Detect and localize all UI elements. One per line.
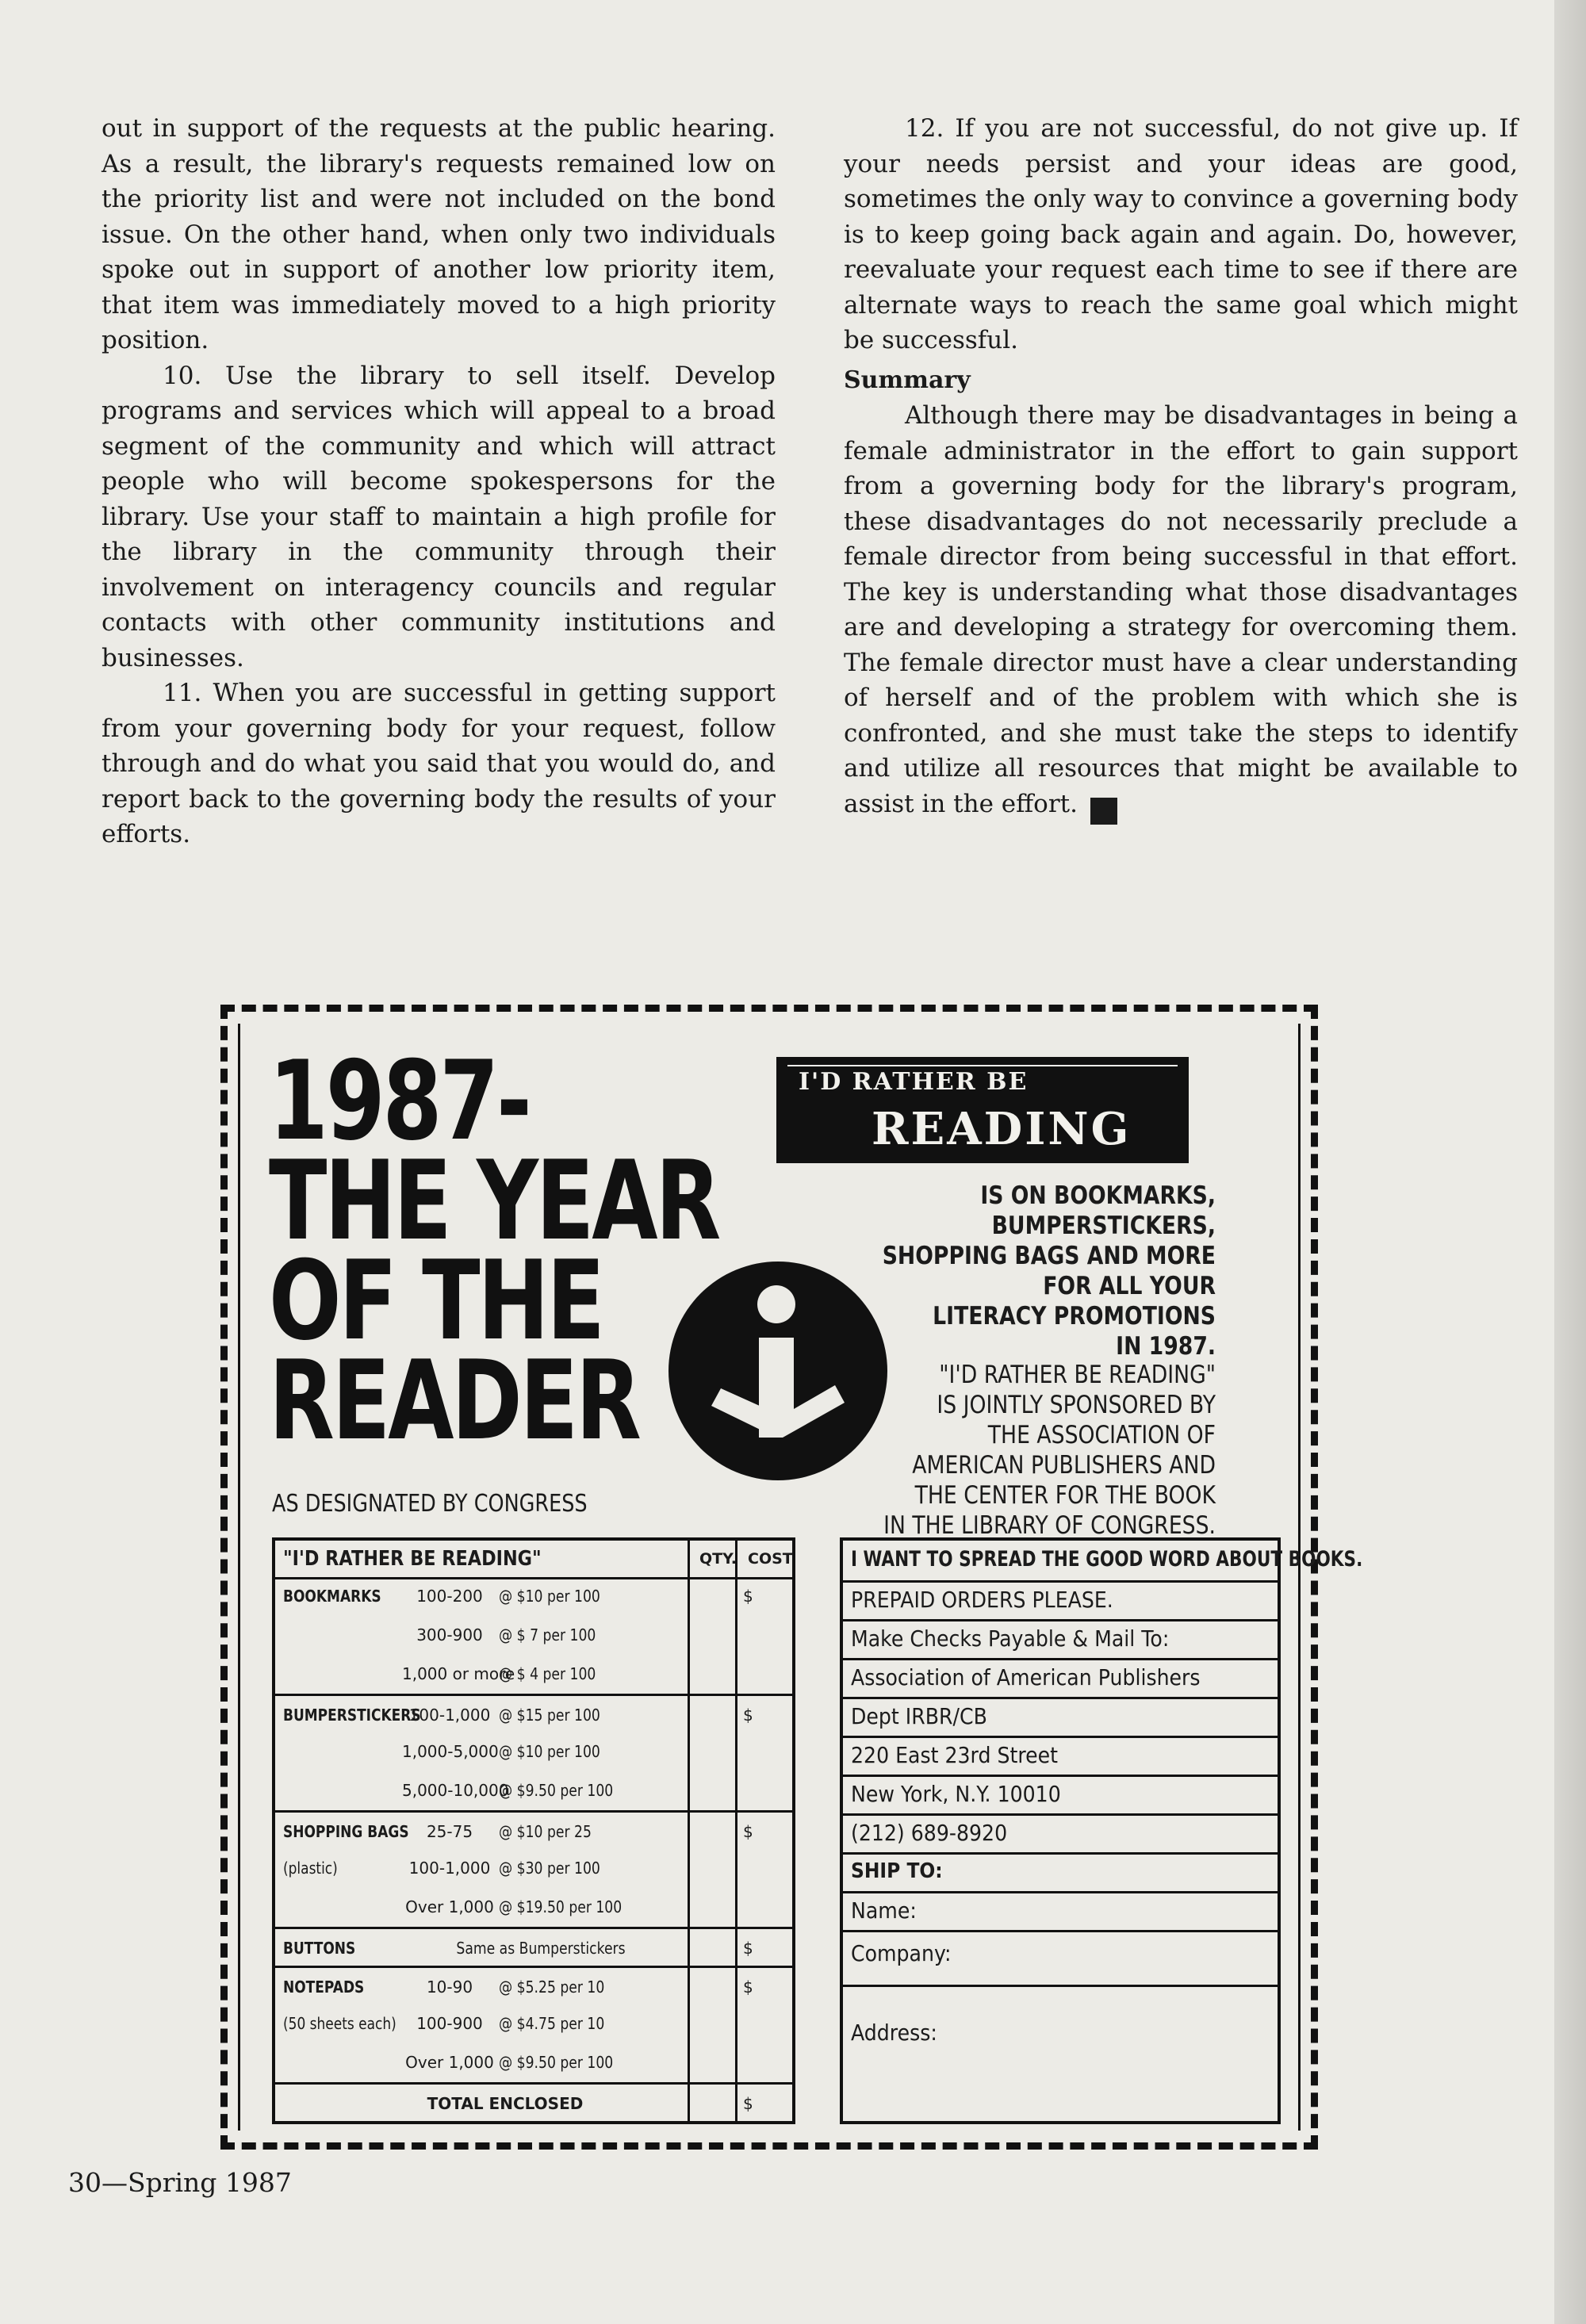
company-field-label[interactable]: Company: <box>851 1940 952 1966</box>
order-form-heading: I WANT TO SPREAD THE GOOD WORD ABOUT BOOKS. <box>851 1547 1363 1572</box>
cost-cell[interactable]: $ <box>743 1939 753 1958</box>
ad-headline <box>269 1037 719 1464</box>
table-row <box>275 1694 792 1732</box>
make-checks-text: Make Checks Payable & Mail To: <box>851 1625 1170 1652</box>
sponsor-line: THE ASSOCIATION OF <box>987 1421 1216 1449</box>
order-table <box>272 1537 795 2124</box>
promo-line: BUMPERSTICKERS, <box>991 1212 1216 1240</box>
product-name: SHOPPING BAGS <box>283 1822 409 1841</box>
unit-price: @ $10 per 25 <box>499 1822 592 1841</box>
headline-line: OF THE <box>269 1237 603 1365</box>
paragraph: out in support of the requests at the public hearing. As a result, the library's requests remained low on the priority list and were not included on the bond issue. On the other hand, when only two individuals spoke out in support of another low priority item, that item was immediately moved to a high priority position. <box>102 114 776 354</box>
quantity-range: 100-1,000 <box>408 1706 491 1725</box>
prepaid-text: PREPAID ORDERS PLEASE. <box>851 1587 1113 1613</box>
dept-text: Dept IRBR/CB <box>851 1703 987 1729</box>
cost-cell[interactable]: $ <box>743 1978 753 1997</box>
table-row <box>275 2004 792 2043</box>
product-note: Same as Bumperstickers <box>456 1939 626 1958</box>
table-row <box>275 1927 792 1966</box>
product-name: NOTEPADS <box>283 1978 365 1997</box>
unit-price: @ $10 per 100 <box>499 1742 600 1761</box>
headline-line: THE YEAR <box>269 1137 719 1265</box>
product-name: BUMPERSTICKERS <box>283 1706 421 1725</box>
quantity-range: 25-75 <box>426 1822 473 1841</box>
quantity-range: 100-1,000 <box>408 1859 491 1878</box>
product-name: (plastic) <box>283 1859 338 1878</box>
cost-cell[interactable]: $ <box>743 1706 753 1725</box>
table-row <box>275 1655 792 1694</box>
ird-reading-logo <box>776 1057 1189 1163</box>
designated-by-congress: AS DESIGNATED BY CONGRESS <box>272 1490 588 1518</box>
street-address: 220 East 23rd Street <box>851 1742 1059 1768</box>
unit-price: @ $10 per 100 <box>499 1587 600 1606</box>
paragraph: 12. If you are not successful, do not give up. If your needs persist and your ideas are good, sometimes the only way to convince a governing body is to keep going back again and again. Do, however, reevaluate your request each time to see if there are alternate ways to reach the same goal which might be successful. <box>844 114 1518 354</box>
advertisement <box>220 1005 1363 2150</box>
page-edge <box>1554 0 1586 2324</box>
headline-line: READER <box>269 1337 639 1464</box>
sponsor-line: IS JOINTLY SPONSORED BY <box>937 1391 1216 1419</box>
city-text: New York, N.Y. 10010 <box>851 1781 1061 1807</box>
order-form <box>840 1537 1363 2124</box>
sponsor-line: THE CENTER FOR THE BOOK <box>914 1481 1216 1510</box>
product-name: BOOKMARKS <box>283 1587 381 1606</box>
summary-paragraph <box>844 398 1518 825</box>
ad-inner-frame <box>238 1024 1363 2131</box>
total-row <box>275 2082 792 2121</box>
publisher-name: Association of American Publishers <box>851 1664 1201 1690</box>
sponsor-line: AMERICAN PUBLISHERS AND <box>912 1451 1216 1480</box>
unit-price: @ $19.50 per 100 <box>499 1897 623 1916</box>
address-field-label[interactable]: Address: <box>851 2020 937 2046</box>
product-name: (50 sheets each) <box>283 2014 396 2033</box>
order-table-title: "I'D RATHER BE READING" <box>283 1547 542 1571</box>
promo-line: IS ON BOOKMARKS, <box>980 1181 1216 1210</box>
quantity-range: 1,000-5,000 <box>402 1742 499 1761</box>
quantity-range: 100-900 <box>416 2014 483 2033</box>
total-cost-cell[interactable]: $ <box>743 2094 753 2113</box>
table-row <box>275 1577 792 1616</box>
paragraph: 11. When you are successful in getting support from your governing body for your request, follow through and do what you said that you would do, and report back to the governing body the results of your efforts. <box>102 679 776 848</box>
table-row <box>275 2043 792 2082</box>
quantity-range: 1,000 or more <box>402 1664 515 1683</box>
qty-header: QTY. <box>699 1550 737 1568</box>
sponsor-line: "I'D RATHER BE READING" <box>939 1361 1216 1389</box>
table-row <box>275 1849 792 1888</box>
promo-line: SHOPPING BAGS AND MORE <box>882 1242 1216 1270</box>
article-left-column <box>102 111 776 852</box>
article-right-column <box>844 111 1518 825</box>
sponsor-line: IN THE LIBRARY OF CONGRESS. <box>883 1511 1216 1540</box>
quantity-range: Over 1,000 <box>405 1897 494 1916</box>
sponsor-text <box>827 1360 1216 1541</box>
table-row <box>275 1616 792 1655</box>
logo-bottom-text: READING <box>872 1103 1132 1155</box>
summary-text: Although there may be disadvantages in being a female administrator in the effort to gain support from a governing body for the library's program, these disadvantages do not necessarily preclude a female director from being successful in that effort. The key is understanding what those disadvantages are and developing a strategy for overcoming them. The female director must have a clear understanding of herself and of the problem with which she is confronted, and she must take the steps to identify and utilize all resources that might be available to assist in the effort. <box>844 401 1518 818</box>
total-enclosed-label: TOTAL ENCLOSED <box>427 2094 584 2113</box>
table-row <box>275 1888 792 1927</box>
product-name: BUTTONS <box>283 1939 356 1958</box>
page-footer: 30—Spring 1987 <box>68 2167 292 2198</box>
ship-to-label: SHIP TO: <box>851 1859 943 1883</box>
logo-top-text: I'D RATHER BE <box>799 1068 1029 1096</box>
unit-price: @ $ 7 per 100 <box>499 1625 596 1644</box>
phone-text: (212) 689-8920 <box>851 1820 1008 1846</box>
unit-price: @ $4.75 per 10 <box>499 2014 605 2033</box>
cost-cell[interactable]: $ <box>743 1587 753 1606</box>
quantity-range: 5,000-10,000 <box>402 1781 509 1800</box>
quantity-range: 100-200 <box>416 1587 483 1606</box>
cost-header: COST <box>748 1550 793 1568</box>
promo-text <box>827 1181 1216 1361</box>
promo-line: IN 1987. <box>1116 1332 1216 1361</box>
cost-cell[interactable]: $ <box>743 1822 753 1841</box>
unit-price: @ $5.25 per 10 <box>499 1978 605 1997</box>
unit-price: @ $9.50 per 100 <box>499 2053 614 2072</box>
headline-line: 1987- <box>269 1037 530 1165</box>
quantity-range: Over 1,000 <box>405 2053 494 2072</box>
unit-price: @ $9.50 per 100 <box>499 1781 614 1800</box>
unit-price: @ $ 4 per 100 <box>499 1664 596 1683</box>
unit-price: @ $30 per 100 <box>499 1859 600 1878</box>
order-table-header <box>275 1541 792 1579</box>
table-row <box>275 1966 792 2004</box>
promo-line: FOR ALL YOUR <box>1043 1272 1216 1300</box>
summary-heading: Summary <box>844 366 971 394</box>
quantity-range: 10-90 <box>426 1978 473 1997</box>
promo-line: LITERACY PROMOTIONS <box>933 1302 1216 1330</box>
name-field-label[interactable]: Name: <box>851 1897 917 1924</box>
quantity-range: 300-900 <box>416 1625 483 1644</box>
table-row <box>275 1810 792 1849</box>
paragraph: 10. Use the library to sell itself. Develop programs and services which will appeal to a broad segment of the community and which will attract people who will become spokespersons for the library. Use your staff to maintain a high profile for the library in the community through their involvement on interagency councils and regular contacts with other community institutions and businesses. <box>102 361 776 672</box>
end-mark-icon: JB <box>1090 798 1117 825</box>
table-row <box>275 1771 792 1810</box>
unit-price: @ $15 per 100 <box>499 1706 600 1725</box>
table-row <box>275 1732 792 1771</box>
